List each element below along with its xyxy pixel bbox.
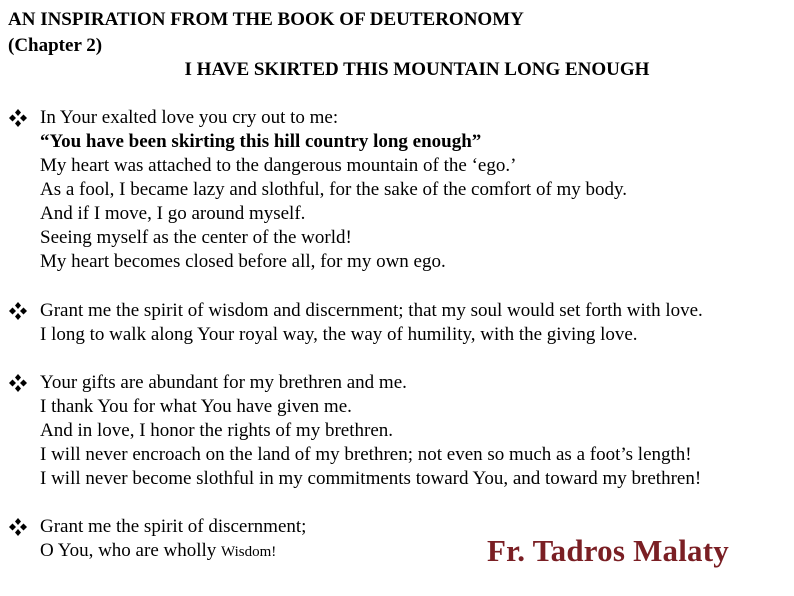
stanza-line: And in love, I honor the rights of my brethren. (40, 420, 394, 441)
four-diamond-bullet-icon (8, 371, 28, 395)
four-diamond-bullet-icon (8, 106, 28, 130)
stanza-lines (40, 371, 790, 491)
stanza-line: My heart becomes closed before all, for my own ego. (40, 251, 446, 272)
stanza-line: My heart was attached to the dangerous mountain of the ‘ego.’ (40, 155, 517, 176)
stanza-line: I thank You for what You have given me. (40, 396, 352, 417)
author-signature: Fr. Tadros Malaty (487, 533, 729, 568)
four-diamond-bullet-icon (8, 299, 28, 323)
stanza-line: And if I move, I go around myself. (40, 203, 306, 224)
stanza-line: As a fool, I became lazy and slothful, for the sake of the comfort of my body. (40, 179, 628, 200)
stanza-line: In Your exalted love you cry out to me: (40, 107, 339, 128)
stanza-lines (40, 106, 790, 274)
page-title: I HAVE SKIRTED THIS MOUNTAIN LONG ENOUGH (184, 59, 650, 80)
final-word: Wisdom! (221, 544, 277, 560)
stanza-line: Seeing myself as the center of the world! (40, 227, 352, 248)
stanza-line-text: O You, who are wholly (40, 540, 222, 561)
scripture-quote: “You have been skirting this hill country long enough” (40, 131, 482, 152)
stanza-line: I long to walk along Your royal way, the way of humility, with the giving love. (40, 324, 638, 345)
stanza-line: I will never become slothful in my commitments toward You, and toward my brethren! (40, 468, 702, 489)
header-book-line: AN INSPIRATION FROM THE BOOK OF DEUTERONOMY (8, 9, 524, 30)
stanza-line: Grant me the spirit of wisdom and discernment; that my soul would set forth with love. (40, 300, 703, 321)
four-diamond-bullet-icon (8, 515, 28, 539)
header-chapter-line: (Chapter 2) (8, 35, 103, 56)
stanza-line: Grant me the spirit of discernment; (40, 516, 307, 537)
stanza-line: Your gifts are abundant for my brethren and me. (40, 372, 407, 393)
stanza-line: I will never encroach on the land of my brethren; not even so much as a foot’s length! (40, 444, 692, 465)
stanza-lines (40, 299, 790, 347)
